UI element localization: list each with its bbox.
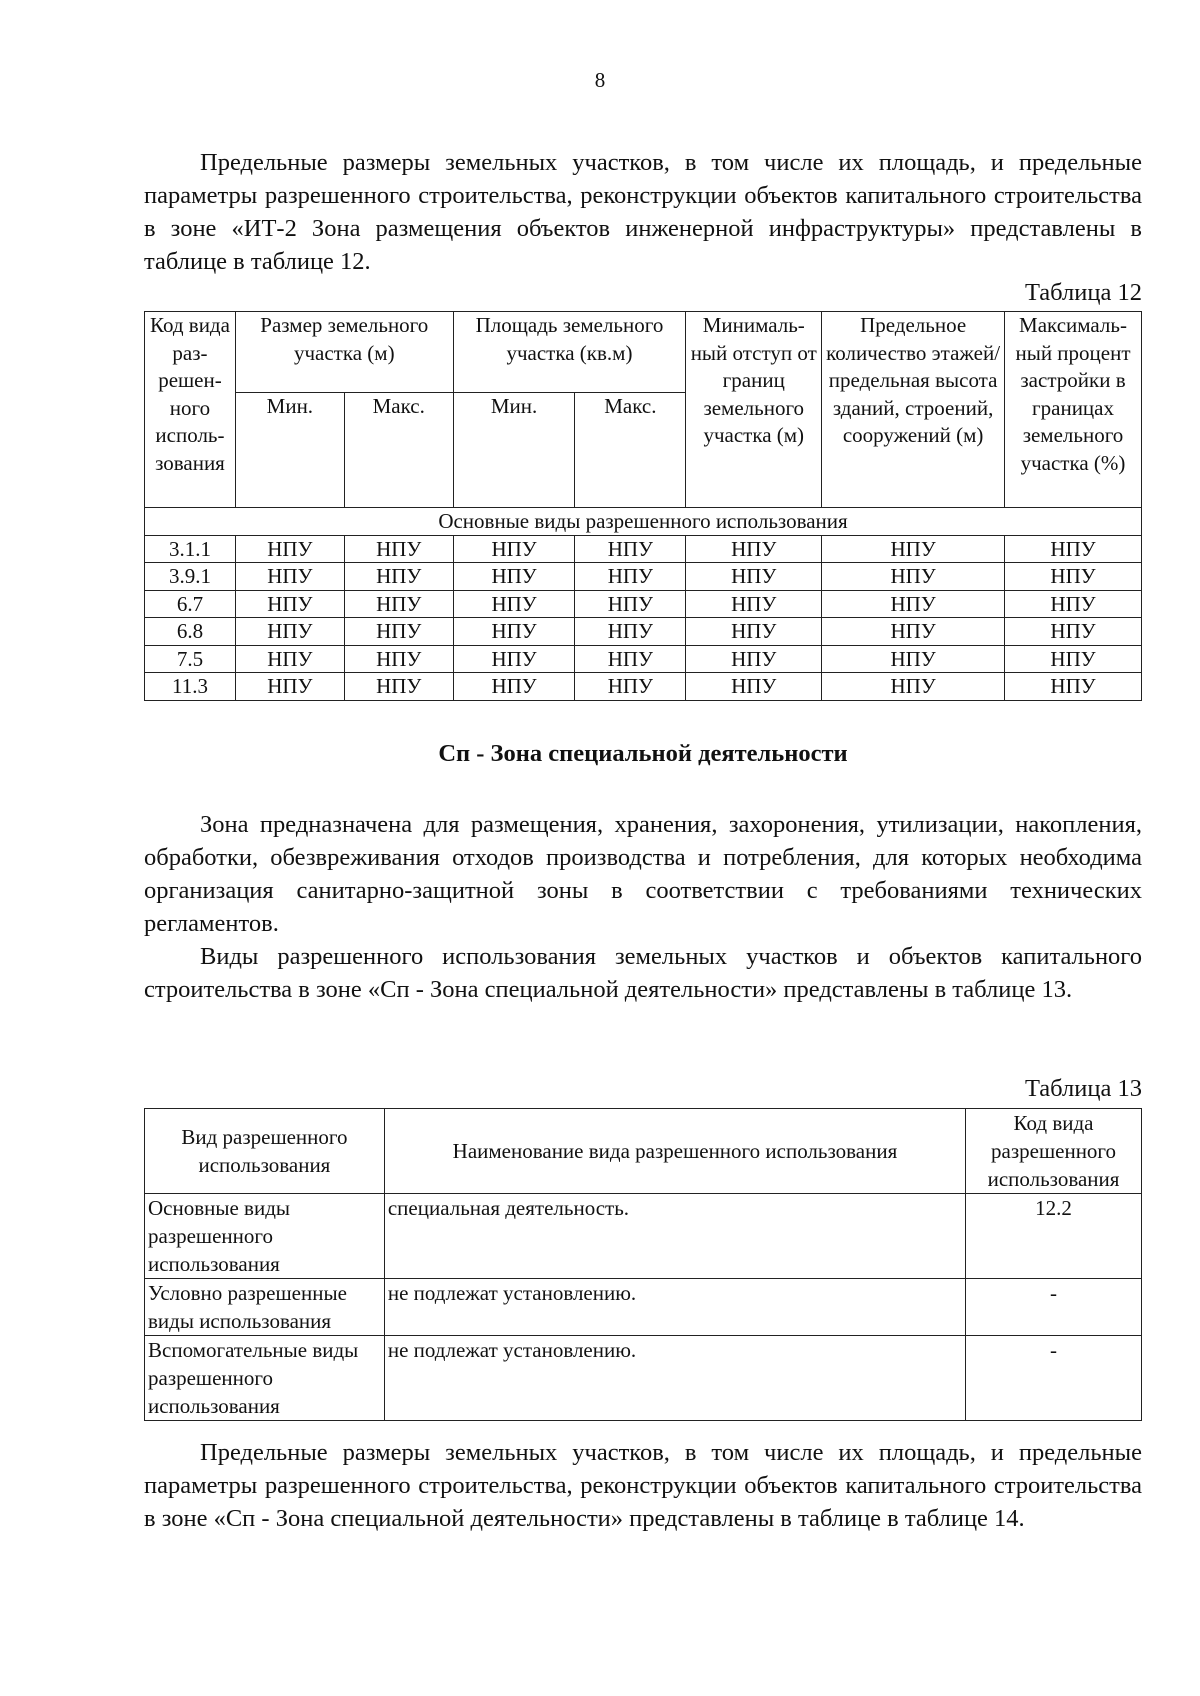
table-row: [145, 1279, 1142, 1336]
col-header-size: Размер земельного участка (м): [235, 312, 453, 393]
cell-type: Условно разрешенные виды использования: [145, 1279, 385, 1336]
cell: 3.9.1: [145, 563, 236, 591]
col-header-floors: Предельное количество этажей/ предельная высота зданий, строений, сооружений (м): [822, 312, 1005, 508]
cell: НПУ: [822, 563, 1005, 591]
section-row: Основные виды разрешенного использования: [145, 508, 1142, 536]
cell-name: специальная деятельность.: [384, 1194, 965, 1279]
cell: НПУ: [575, 563, 686, 591]
cell: НПУ: [1005, 563, 1142, 591]
table-12: [144, 311, 1142, 701]
cell: НПУ: [575, 673, 686, 701]
cell: НПУ: [235, 673, 344, 701]
paragraph-table14-intro: Предельные размеры земельных участков, в том числе их площадь, и предельные параметры разрешенного строительства, реконструкции объектов капитального строительства в зоне «Сп - Зона специальной деятельности» представлены в таблице в таблице 14.: [144, 1439, 1142, 1532]
cell: НПУ: [1005, 618, 1142, 646]
cell: НПУ: [453, 673, 575, 701]
col-header-size-max: Макс.: [344, 393, 453, 508]
cell: НПУ: [235, 563, 344, 591]
cell: НПУ: [575, 590, 686, 618]
cell: НПУ: [1005, 590, 1142, 618]
cell: НПУ: [686, 563, 822, 591]
table13-caption: Таблица 13: [1024, 1075, 1142, 1102]
cell: НПУ: [822, 673, 1005, 701]
col-header-percent: Максималь-ный процент застройки в границах земельного участка (%): [1005, 312, 1142, 508]
cell: НПУ: [686, 590, 822, 618]
section-heading: Сп - Зона специальной деятельности: [438, 740, 848, 767]
table-row: [145, 1336, 1142, 1421]
cell-code: -: [966, 1279, 1142, 1336]
col-header-setback: Минималь-ный отступ от границ земельного участка (м): [686, 312, 822, 508]
cell: НПУ: [344, 618, 453, 646]
cell: НПУ: [822, 535, 1005, 563]
cell: 6.7: [145, 590, 236, 618]
cell: НПУ: [822, 590, 1005, 618]
cell: НПУ: [453, 645, 575, 673]
col-header-size-min: Мин.: [235, 393, 344, 508]
table-row: [145, 673, 1142, 701]
cell: НПУ: [235, 645, 344, 673]
cell: НПУ: [1005, 673, 1142, 701]
table-row: [145, 535, 1142, 563]
cell: 3.1.1: [145, 535, 236, 563]
cell-type: Основные виды разрешенного использования: [145, 1194, 385, 1279]
col-header-area-min: Мин.: [453, 393, 575, 508]
cell: НПУ: [686, 535, 822, 563]
cell: НПУ: [235, 590, 344, 618]
cell: 7.5: [145, 645, 236, 673]
cell: 6.8: [145, 618, 236, 646]
cell: НПУ: [686, 673, 822, 701]
cell: НПУ: [344, 563, 453, 591]
col-header-code: Код вида раз-решен-ного исполь-зования: [145, 312, 236, 508]
cell: НПУ: [575, 535, 686, 563]
col-header-area: Площадь земельного участка (кв.м): [453, 312, 686, 393]
cell: НПУ: [686, 645, 822, 673]
cell: НПУ: [453, 590, 575, 618]
col-header-type: Вид разрешенного использования: [145, 1109, 385, 1194]
cell: НПУ: [822, 618, 1005, 646]
cell: НПУ: [686, 618, 822, 646]
table-row: [145, 618, 1142, 646]
cell: НПУ: [344, 673, 453, 701]
table-13: [144, 1108, 1142, 1421]
paragraph-table13-intro: Виды разрешенного использования земельных участков и объектов капитального строительства в зоне «Сп - Зона специальной деятельности» представлены в таблице 13.: [144, 943, 1142, 1003]
col-header-code: Код вида разрешенного использования: [966, 1109, 1142, 1194]
cell: НПУ: [344, 590, 453, 618]
page-number: 8: [594, 68, 606, 92]
cell: НПУ: [344, 535, 453, 563]
paragraph-zone-description: Зона предназначена для размещения, хранения, захоронения, утилизации, накопления, обработки, обезвреживания отходов производства и потребления, для которых необходима организация санитарно-защитной зоны в соответствии с требованиями технических регламентов.: [144, 811, 1142, 937]
cell: НПУ: [453, 618, 575, 646]
cell: НПУ: [1005, 645, 1142, 673]
cell: НПУ: [822, 645, 1005, 673]
col-header-area-max: Макс.: [575, 393, 686, 508]
table12-caption: Таблица 12: [1024, 279, 1142, 306]
cell: 11.3: [145, 673, 236, 701]
cell-name: не подлежат установлению.: [384, 1336, 965, 1421]
cell-code: -: [966, 1336, 1142, 1421]
table-row: [145, 645, 1142, 673]
table-row: [145, 590, 1142, 618]
cell: НПУ: [575, 618, 686, 646]
cell: НПУ: [453, 535, 575, 563]
cell: НПУ: [575, 645, 686, 673]
cell-name: не подлежат установлению.: [384, 1279, 965, 1336]
cell: НПУ: [344, 645, 453, 673]
cell-type: Вспомогательные виды разрешенного использования: [145, 1336, 385, 1421]
cell: НПУ: [453, 563, 575, 591]
cell: НПУ: [1005, 535, 1142, 563]
cell: НПУ: [235, 535, 344, 563]
paragraph-table12-intro: Предельные размеры земельных участков, в том числе их площадь, и предельные параметры разрешенного строительства, реконструкции объектов капитального строительства в зоне «ИТ-2 Зона размещения объектов инженерной инфраструктуры» представлены в таблице в таблице 12.: [144, 149, 1142, 275]
cell: НПУ: [235, 618, 344, 646]
table-row: [145, 563, 1142, 591]
col-header-name: Наименование вида разрешенного использования: [384, 1109, 965, 1194]
table-row: [145, 1194, 1142, 1279]
cell-code: 12.2: [966, 1194, 1142, 1279]
